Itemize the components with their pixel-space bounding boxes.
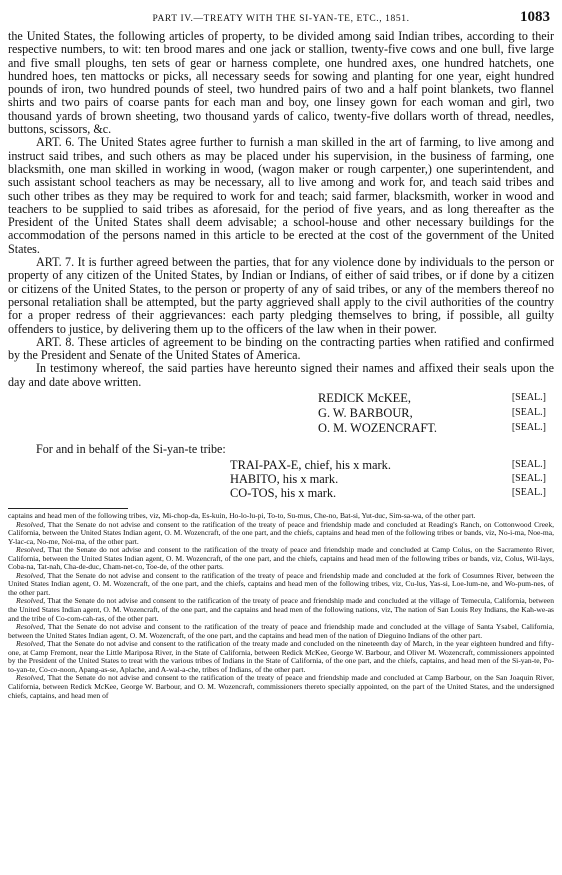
paragraph-article-6: ART. 6. The United States agree further to furnish a man skilled in the art of farming, to live among and instruct said tribes, and such others as may be placed under his supervision, in the business of farming, one blacksmith, one man skilled in working in wood, (wagon maker or rough carpenter,) one superintendent, and such assistant school teachers as may be necessary, all to live among and work for, and teach said tribes and such other tribes as they may be required to work for and teach; said farmer, blacksmith, worker in wood and teachers to be supplied to said tribes as aforesaid, for the period of five years, and as long thereafter as the President of the United States shall deem advisable; a school-house and other necessary buildings for the accommodation of the persons named in this article to be erected at the cost of the government of the United States.: [8, 135, 554, 256]
seal-mark: [SEAL.]: [511, 422, 546, 434]
us-signature-block: [8, 391, 554, 436]
footnote-resolved-label: Resolved,: [16, 519, 46, 529]
footnote-text: That the Senate do not advise and consent to the ratification of the treaty of peace and friendship made and concluded at the village of Temecula, California, between the United States Indian agent, O. M. Wozencraft, of the one part, and the captains and head men of the following nations, viz, The nation of San Louis Rey Indians, the Kah-we-as and the tribe of Co-com-cah-ras, of the other part.: [8, 596, 554, 623]
tribe-signature-heading: For and in behalf of the Si-yan-te tribe:: [36, 442, 226, 457]
running-title: PART IV.—TREATY WITH THE SI-YAN-TE, ETC., 1851.: [152, 14, 410, 24]
signature-row: [8, 421, 554, 436]
footnote-resolved-label: Resolved,: [16, 639, 46, 649]
footnotes: [8, 512, 554, 700]
footnote-text: That the Senate do not advise and consent to the ratification of the treaty made and concluded on the nineteenth day of March, in the year eighteen hundred and fifty-one, at Camp Fremont, near the Little Mariposa River, in the State of California, between Redick McKee, George W. Barbour, and Oliver M. Wozencraft, commissioners appointed by the President of the United States to treat with the various tribes of Indians in the State of California, of the one part, and the chiefs, captains, and head men of the Si-yan-te, Po-to-yan-te, Co-co-noon, Apang-as-se, Aplache, and A-wal-a-che, tribes of Indians, of the other part.: [8, 639, 554, 674]
seal-mark: [SEAL.]: [511, 487, 546, 499]
seal-mark: [SEAL.]: [511, 473, 546, 485]
seal-mark: [SEAL.]: [511, 392, 546, 404]
treaty-body: [8, 30, 554, 389]
tribe-signatory-name: HABITO, his x mark.: [230, 472, 339, 487]
tribe-signatory-name: CO-TOS, his x mark.: [230, 486, 337, 501]
tribe-signatory-name: TRAI-PAX-E, chief, his x mark.: [230, 458, 391, 473]
paragraph-article-7: ART. 7. It is further agreed between the parties, that for any violence done by individuals to the person or property of any citizen of the United States, by Indian or Indians, of either of said tribes, or if done by a citizen or citizens of the United States, to the person or property of any of said tribes, or any of the members thereof no personal retaliation shall be attempted, but the party aggrieved shall apply to the civil authorities of the country for a proper redress of their aggrievances: each party pledging themselves to bring, if possible, all guilty offenders to justice, by delivering them up to the officers of the law when in their power.: [8, 255, 554, 336]
signatory-name: O. M. WOZENCRAFT.: [318, 421, 437, 436]
paragraph-article-5-continued: the United States, the following articles of property, to be divided among said Indian tribes, according to their respective numbers, to wit: ten brood mares and one jack or stallion, twenty-five cows and one bull, five large and five small ploughs, ten sets of gear or harness complete, one hundred axes, one hundred hatchets, one hundred hoes, ten mattocks or picks, all necessary seeds for sowing and planting for one year, eight hundred pounds of iron, two hundred pounds of steel, two hundred pairs of two and a half point blankets, two flannel shirts and two pairs of coarse pants for each man and boy, one linsey gown for each woman and girl, two thousand yards of brown sheeting, two thousand yards of calico, twenty-five dollars worth of thread, needles, buttons, scissors, &c.: [8, 29, 554, 137]
footnote: [8, 674, 554, 700]
footnote-resolved-label: Resolved,: [16, 570, 46, 580]
page-header: [8, 8, 554, 30]
footnote-resolved-label: Resolved,: [16, 545, 46, 555]
seal-mark: [SEAL.]: [511, 407, 546, 419]
tribe-signature-row: [8, 458, 554, 472]
footnote: [8, 640, 554, 674]
signature-row: [8, 406, 554, 421]
paragraph-testimony: In testimony whereof, the said parties have hereunto signed their names and affixed their seals upon the day and date above written.: [8, 361, 554, 389]
tribe-signature-row: [8, 472, 554, 486]
tribe-signature-block: [8, 458, 554, 500]
footnote: [8, 521, 554, 547]
footnote: [8, 597, 554, 623]
signatory-name: G. W. BARBOUR,: [318, 406, 413, 421]
paragraph-article-8: ART. 8. These articles of agreement to be binding on the contracting parties when ratified and confirmed by the President and Senate of the United States of America.: [8, 334, 554, 363]
footnote-text: captains and head men of the following tribes, viz, Mi-chop-da, Es-kuin, Ho-lo-lu-pi, To-to, Su-mus, Che-no, Bat-si, Yut-duc, Sim-sa-wa, of the other part.: [8, 511, 476, 521]
footnote-text: That the Senate do not advise and consent to the ratification of the treaty of peace and friendship made and concluded at Camp Colus, on the Sacramento River, California, between the United States Indian agent, O. M. Wozencraft, of the one part, and the chiefs, captains and head men of the following tribes or bands, viz, Colus, Wil-lays, Coba-na, Tat-nah, Cha-de-duc, Cham-net-co, Toe-de, of the other parts.: [8, 545, 554, 572]
signatory-name: REDICK McKEE,: [318, 391, 411, 406]
footnote-text: That the Senate do not advise and consent to the ratification of the treaty of peace and friendship made and concluded at Camp Barbour, on the San Joaquin River, California, between Redick McKee, George W. Barbour, and O. M. Wozencraft, commissioners thereto specially appointed, on the part of the United States, and the undersigned chiefs, captains, and head men of: [8, 673, 554, 700]
tribe-signature-row: [8, 486, 554, 500]
footnote-text: That the Senate do not advise and consent to the ratification of the treaty of peace and friendship made and concluded at the fork of Cosumnes River, between the United States Indian agent, O. M. Wozencraft, of the one part, and the chiefs, captains and head men of the following tribes, viz, Cu-lus, Yas-si, Loe-lum-ne, and Wo-pum-nes, of the other part.: [8, 570, 554, 597]
page-number: 1083: [520, 9, 550, 25]
seal-mark: [SEAL.]: [511, 459, 546, 471]
footnote-resolved-label: Resolved,: [16, 673, 46, 683]
footnote: [8, 572, 554, 598]
footnote-text: That the Senate do not advise and consent to the ratification of the treaty of peace and friendship made and concluded at the village of Santa Ysabel, California, between the United States Indian agent, O. M. Wozencraft, of the one part, and the captains and head men of the nation of Dieguino Indians of the other part.: [8, 622, 554, 640]
footnote-text: That the Senate do not advise and consent to the ratification of the treaty of peace and friendship made and concluded at Reading's Ranch, on Cottonwood Creek, California, between the United States Indian agent, O. M. Wozencraft, of the one part, and the chiefs, captains and head men of the following tribes or bands, viz, No-i-ma, Noe-ma, Y-lac-ca, No-me, Noi-ma, of the other part.: [8, 519, 554, 546]
signature-row: [8, 391, 554, 406]
footnote-divider: [8, 508, 128, 509]
footnote-resolved-label: Resolved,: [16, 596, 46, 606]
footnote-resolved-label: Resolved,: [16, 622, 46, 632]
footnote: [8, 546, 554, 572]
footnote: [8, 623, 554, 640]
